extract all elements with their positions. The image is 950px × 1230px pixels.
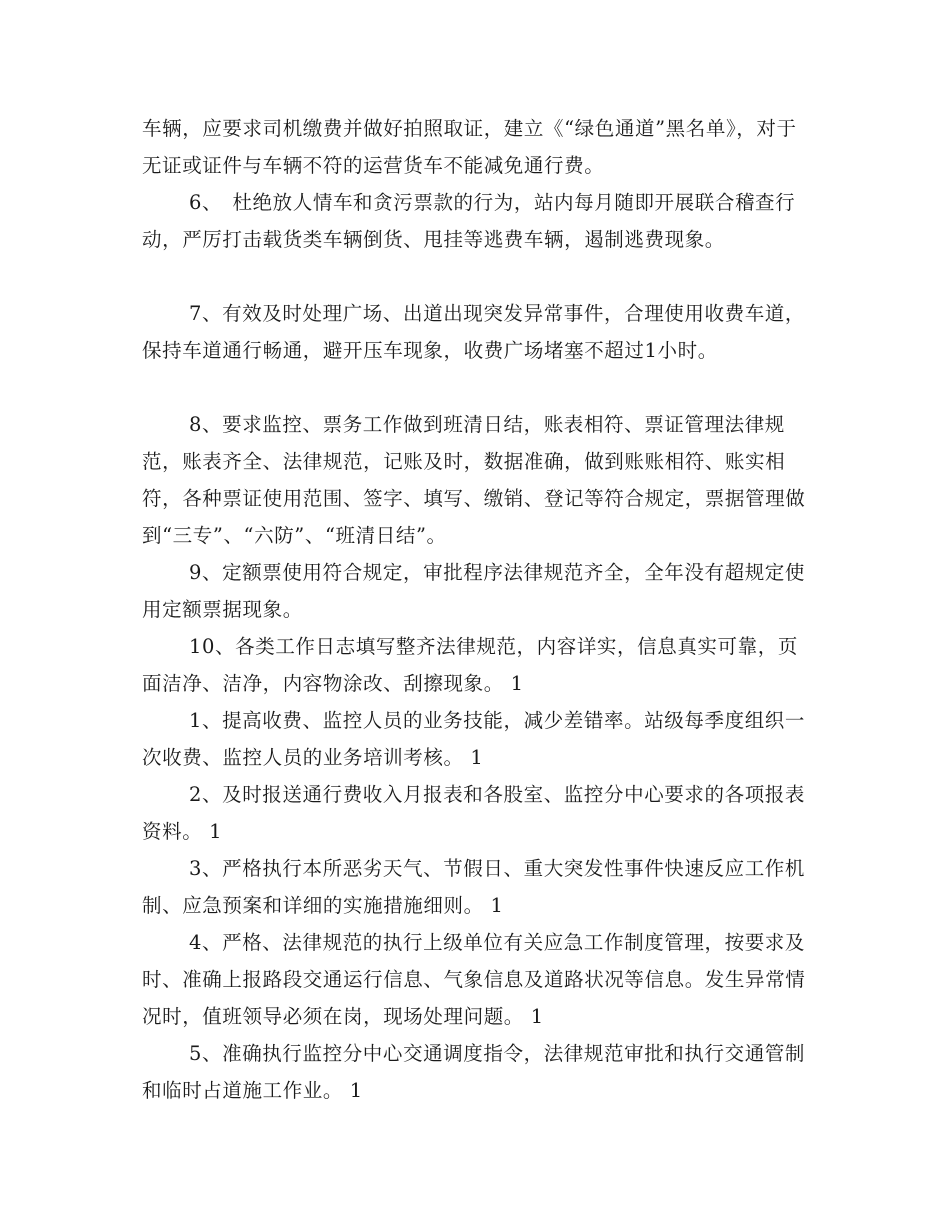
paragraph: 3、严格执行本所恶劣天气、节假日、重大突发性事件快速反应工作机制、应急预案和详细的实施措施细则。 1	[142, 857, 806, 917]
paragraph: 5、准确执行监控分中心交通调度指令，法律规范审批和执行交通管制和临时占道施工作业。 1	[142, 1042, 806, 1102]
document-body	[142, 110, 807, 1109]
paragraph-gap	[142, 369, 807, 406]
paragraph-gap	[142, 258, 807, 295]
paragraph: 车辆，应要求司机缴费并做好拍照取证，建立《“绿色通道”黑名单》，对于无证或证件与车辆不符的运营货车不能减免通行费。	[142, 117, 797, 177]
paragraph: 10、各类工作日志填写整齐法律规范，内容详实，信息真实可靠，页面洁净、洁净，内容物涂改、刮擦现象。 1	[142, 635, 798, 695]
paragraph: 4、严格、法律规范的执行上级单位有关应急工作制度管理，按要求及时、准确上报路段交通运行信息、气象信息及道路状况等信息。发生异常情况时，值班领导必须在岗，现场处理问题。 1	[142, 931, 806, 1028]
paragraph: 7、有效及时处理广场、出道出现突发异常事件，合理使用收费车道，保持车道通行畅通，避开压车现象，收费广场堵塞不超过1小时。	[142, 302, 806, 362]
paragraph: 8、要求监控、票务工作做到班清日结，账表相符、票证管理法律规范，账表齐全、法律规范，记账及时，数据准确，做到账账相符、账实相符，各种票证使用范围、签字、填写、缴销、登记等符合规定，票据管理做到“三专”、“六防”、“班清日结”。	[142, 413, 806, 547]
paragraph: 2、及时报送通行费收入月报表和各股室、监控分中心要求的各项报表资料。 1	[142, 783, 806, 843]
paragraph: 6、 杜绝放人情车和贪污票款的行为，站内每月随即开展联合稽查行动，严厉打击载货类车辆倒货、甩挂等逃费车辆，遏制逃费现象。	[142, 191, 796, 251]
paragraph: 1、提高收费、监控人员的业务技能，减少差错率。站级每季度组织一次收费、监控人员的业务培训考核。 1	[142, 709, 806, 769]
paragraph: 9、定额票使用符合规定，审批程序法律规范齐全，全年没有超规定使用定额票据现象。	[142, 561, 806, 621]
